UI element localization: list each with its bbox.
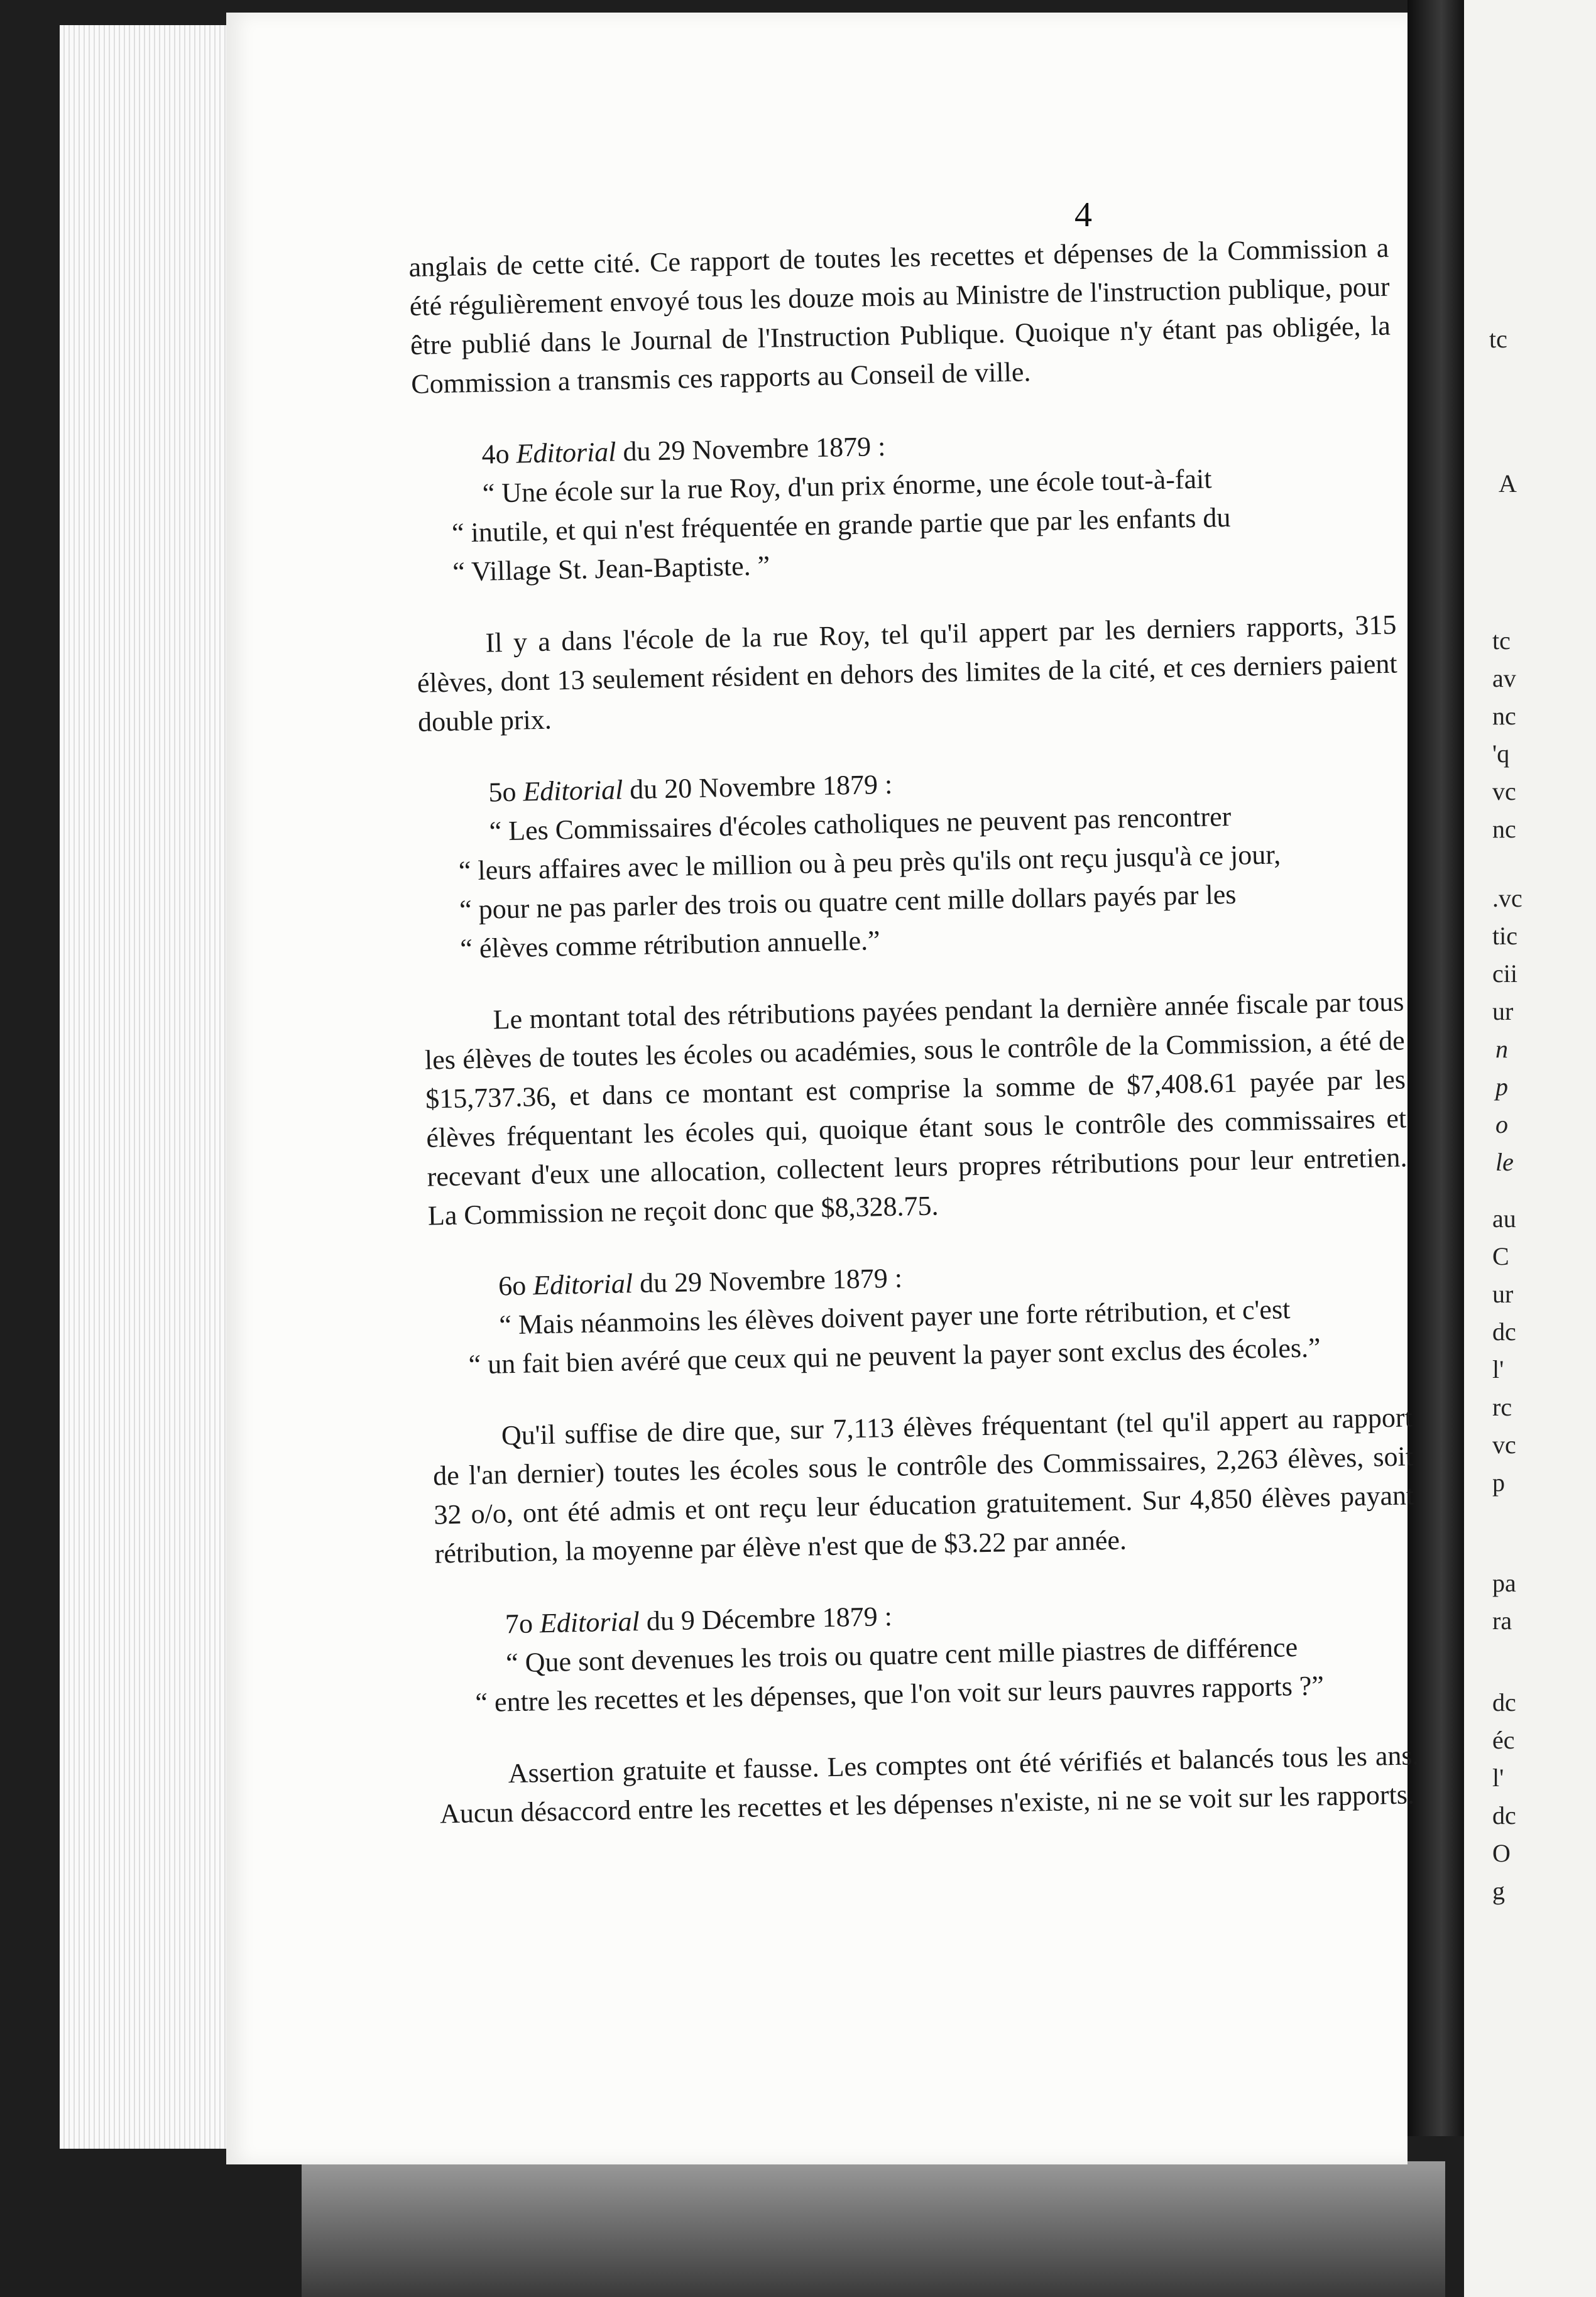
editorial-quote-line: “ leurs affaires avec le million ou à peu près qu'ils ont reçu jusqu'à ce jour, [458,839,1281,887]
facing-page-text: pa [1492,1569,1516,1597]
facing-page-text: nc [1492,815,1516,843]
editorial-quote-line: “ Village St. Jean-Baptiste. ” [452,550,770,587]
facing-page-text: o [1495,1110,1508,1138]
facing-page-text: A [1499,469,1517,498]
editorial-quote-line: “ Les Commissaires d'écoles catholiques ne peuvent pas rencontrer [489,800,1232,847]
facing-page-text: éc [1492,1726,1515,1754]
editorial-date: du 29 Novembre 1879 : [622,430,886,467]
facing-page-text: dc [1492,1318,1516,1346]
editorial-label: Editorial [522,774,623,807]
facing-page-text: .vc [1492,884,1522,912]
editorial-quote-line: “ Mais néanmoins les élèves doivent payer une forte rétribution, et c'est [498,1294,1291,1341]
facing-page-text: p [1492,1468,1505,1497]
facing-page-text: nc [1492,702,1516,730]
facing-page-text: le [1495,1148,1514,1176]
editorial-number: 6o [498,1270,527,1302]
editorial-date: du 20 Novembre 1879 : [629,768,893,805]
facing-page-text: ur [1492,1280,1514,1308]
facing-page-text: rc [1492,1393,1512,1421]
facing-page-text: l' [1492,1355,1504,1383]
facing-page-text: tic [1492,922,1517,950]
facing-page-text: O [1492,1839,1511,1867]
paragraph-5: Assertion gratuite et fausse. Les comptes ont été vérifiés et balancés tous les ans. Aucun désaccord entre les recettes et les dépenses n'existe, ni ne se voit sur les rapports. [439,1740,1419,1830]
page-stack-bottom-edge [302,2161,1445,2297]
facing-page-text: au [1492,1204,1516,1233]
editorial-quote-line: “ pour ne pas parler des trois ou quatre cent mille dollars payés par les [459,878,1237,925]
facing-page-text: vc [1492,777,1516,805]
facing-page-text: vc [1492,1431,1516,1459]
editorial-quote-line: “ inutile, et qui n'est fréquentée en grande partie que par les enfants du [451,501,1231,548]
editorial-label: Editorial [539,1606,640,1639]
editorial-quote-line: “ entre les recettes et les dépenses, que l'on voit sur leurs pauvres rapports ?” [474,1670,1325,1718]
facing-page-text: tc [1492,626,1511,655]
editorial-date: du 9 Décembre 1879 : [646,1600,893,1637]
editorial-label: Editorial [532,1268,633,1301]
editorial-quote-line: “ un fait bien avéré que ceux qui ne peuvent la payer sont exclus des écoles.” [468,1332,1321,1380]
editorial-quote-line: “ Une école sur la rue Roy, d'un prix énorme, une école tout-à-fait [482,463,1212,509]
facing-page-fragment [1464,0,1596,2297]
paragraph-4: Qu'il suffise de dire que, sur 7,113 élèves fréquentant (tel qu'il appert au rapport de l'an dernier) toutes les écoles sous le contrôle des Commissaires, 2,263 élèves, soit 32 o/o, ont été admis et ont reçu leur éducation gratuitement. Sur 4,850 élèves payant rétribution, la moyenne par élève n'est que de $3.22 par année. [432,1402,1414,1569]
paragraph-2: Il y a dans l'école de la rue Roy, tel qu'il appert par les derniers rapports, 315 élèves, dont 13 seulement résident en dehors des limites de la cité, et ces derniers paient double prix. [417,609,1398,738]
book-gutter [1407,0,1464,2136]
facing-page-text: 'q [1492,739,1510,768]
editorial-quote-line: “ Que sont devenues les trois ou quatre cent mille piastres de différence [505,1632,1298,1679]
facing-page-text: cii [1492,959,1517,988]
editorial-number: 4o [481,438,510,470]
editorial-date: du 29 Novembre 1879 : [639,1262,903,1299]
facing-page-text: av [1492,664,1516,692]
facing-page-text: p [1495,1072,1508,1101]
facing-page-text: ra [1492,1607,1512,1635]
facing-page-text: l' [1492,1764,1504,1792]
page-stack-left-edge [60,25,250,2149]
facing-page-text: dc [1492,1801,1516,1830]
editorial-number: 5o [488,776,517,808]
facing-page-text: dc [1492,1688,1516,1716]
facing-page-text: n [1495,1035,1508,1063]
facing-page-text: tc [1489,325,1507,353]
page-body [408,229,1420,1834]
facing-page-text: g [1492,1877,1505,1905]
editorial-label: Editorial [516,436,616,469]
facing-page-text: C [1492,1242,1509,1270]
paragraph-1: anglais de cette cité. Ce rapport de toutes les recettes et dépenses de la Commission a été régulièrement envoyé tous les douze mois au Ministre de l'instruction publique, pour être publié dans le Journal de l'Instruction Publique. Quoique n'y étant pas obligée, la Commission a transmis ces rapports au Conseil de ville. [408,232,1391,400]
editorial-number: 7o [505,1608,533,1640]
page-number: 4 [1074,195,1092,234]
editorial-quote-line: “ élèves comme rétribution annuelle.” [459,925,881,964]
paragraph-3: Le montant total des rétributions payées pendant la dernière année fiscale par tous les élèves de toutes les écoles ou académies, sous le contrôle de la Commission, a été de $15,737.36, et dans ce montant est comprise la somme de $7,408.61 payée par les élèves fréquentant les écoles qui, quoique étant sous le contrôle des commissaires et recevant d'eux une allocation, collectent leurs propres rétributions pour leur entretien. La Commission ne reçoit donc que $8,328.75. [424,986,1407,1231]
facing-page-text: ur [1492,997,1514,1025]
